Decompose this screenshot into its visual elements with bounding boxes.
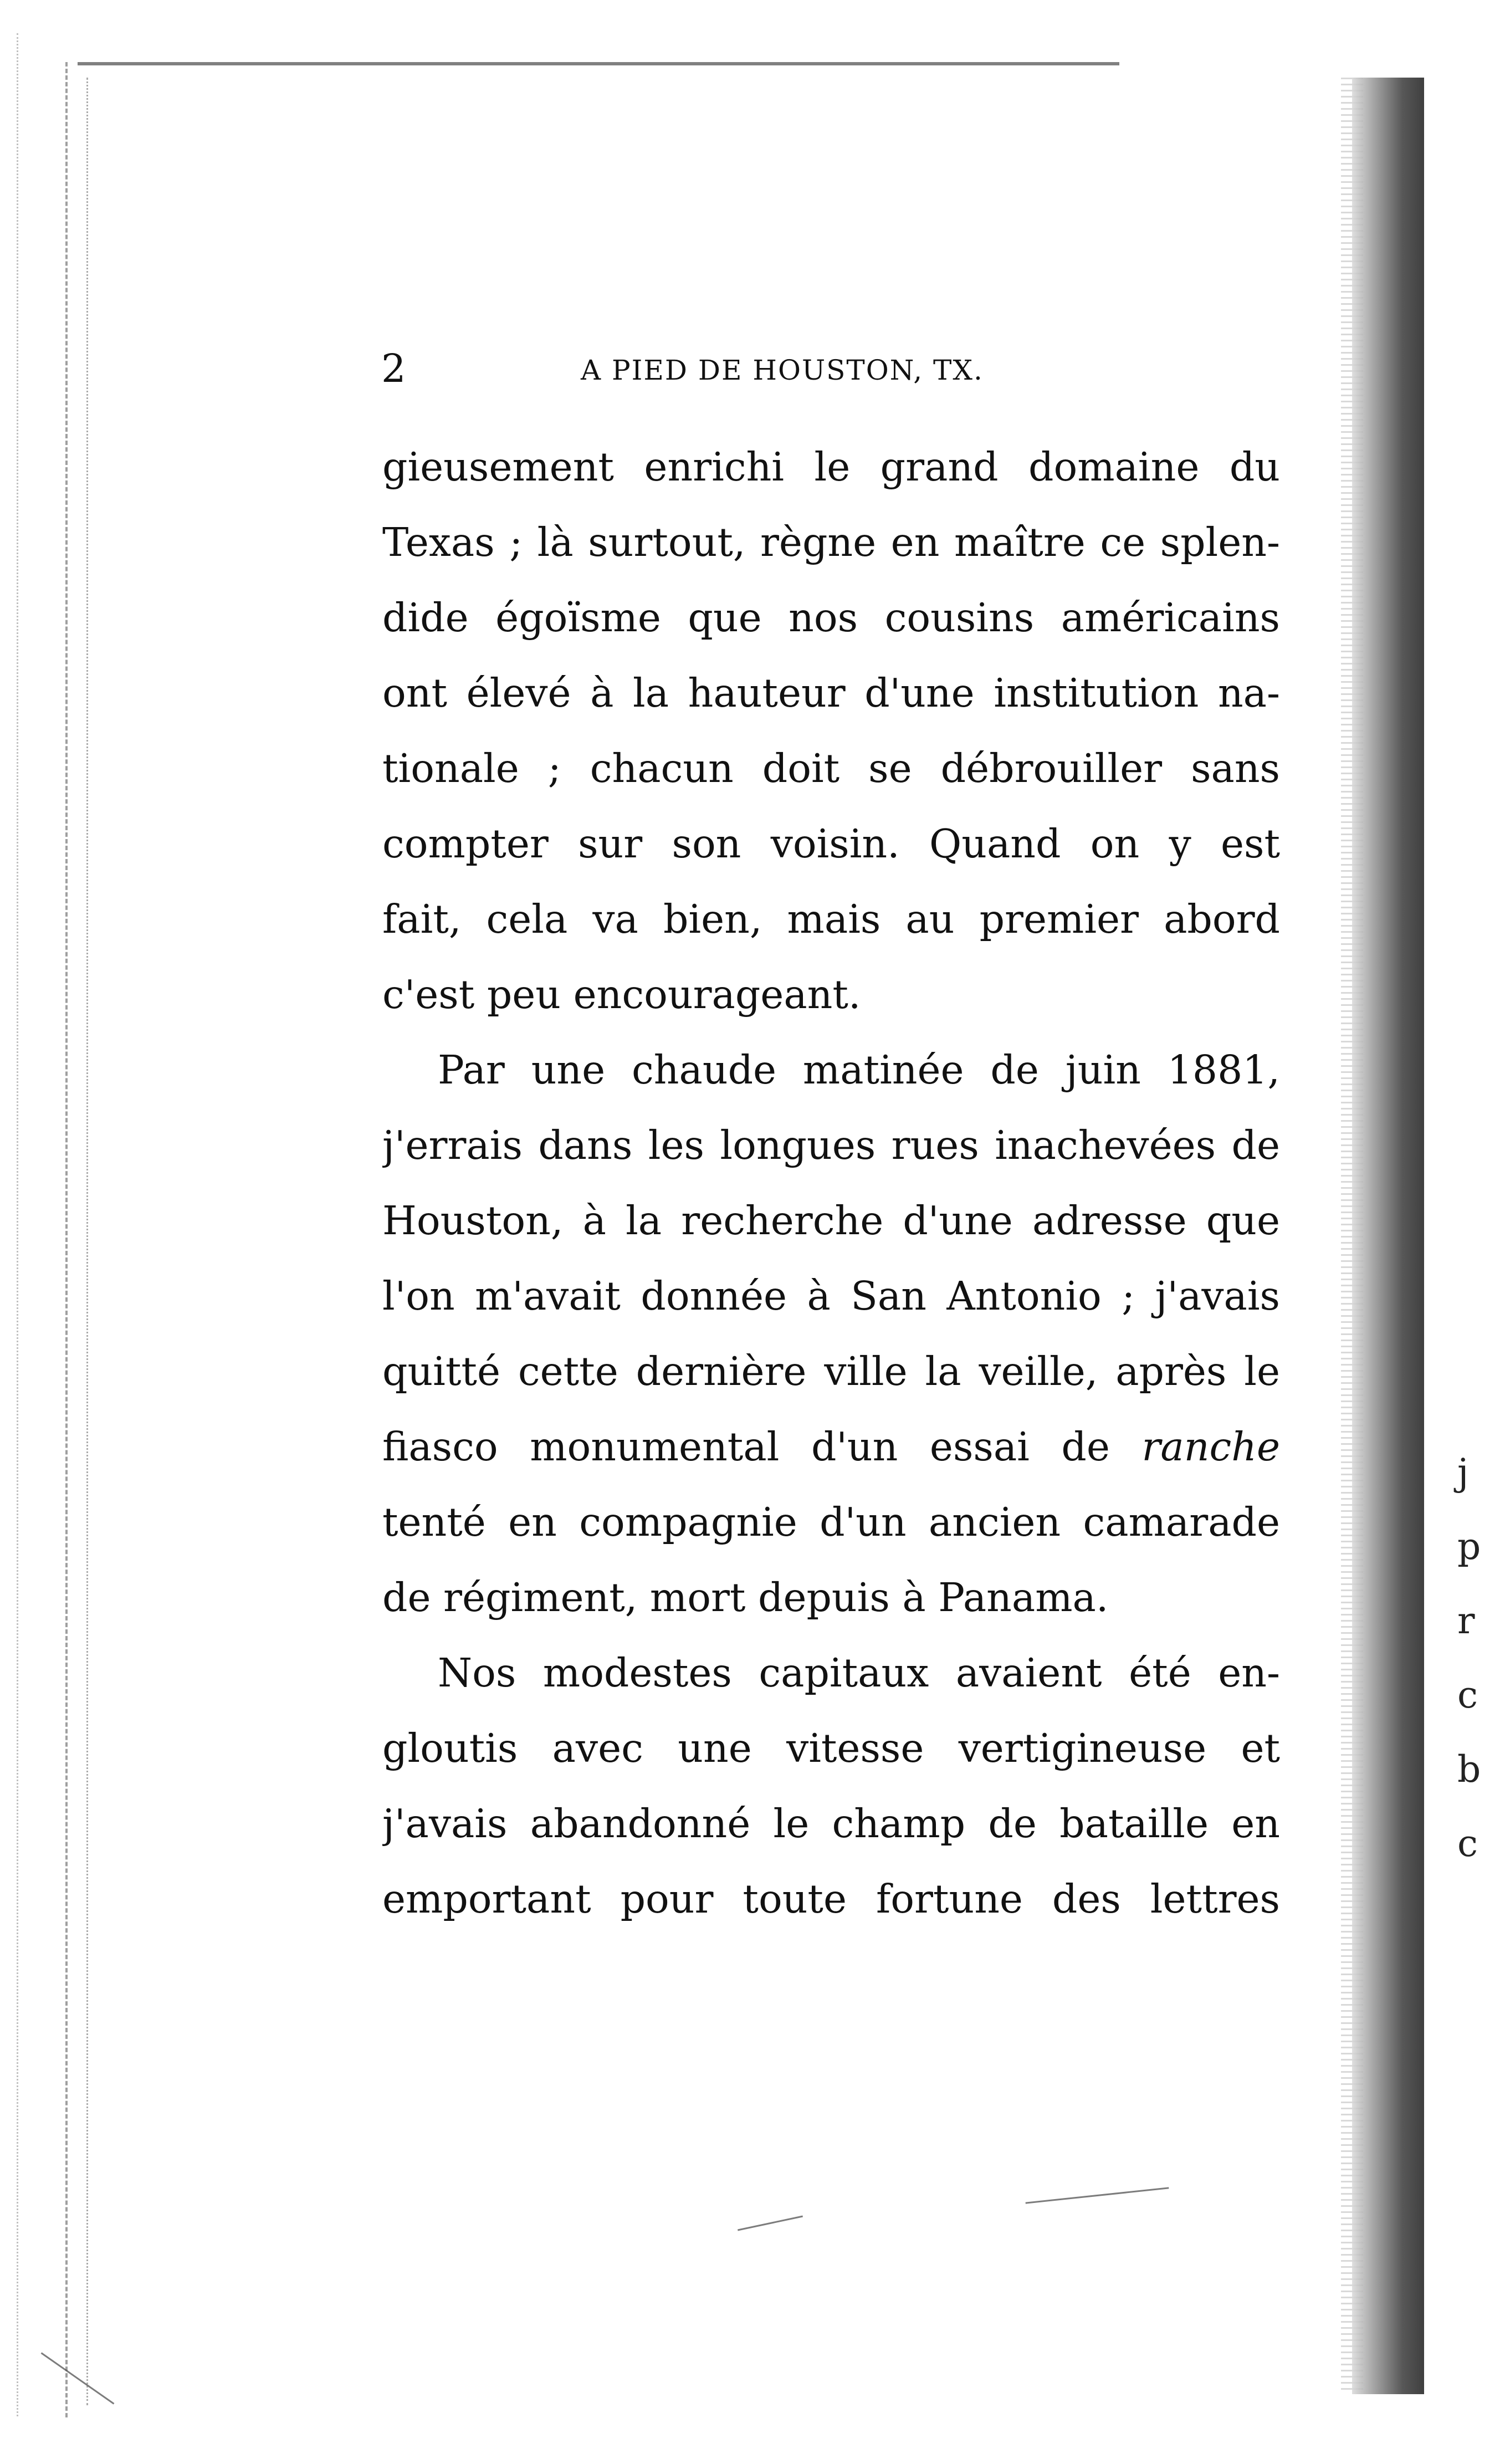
scan-frame-top-line xyxy=(78,62,1119,65)
scan-scribble xyxy=(738,2216,803,2231)
scan-frame-left-dotted-line xyxy=(86,78,88,2405)
italic-word: ranche xyxy=(1141,1424,1280,1470)
scan-scribble xyxy=(1026,2187,1169,2204)
body-text xyxy=(382,430,1280,1937)
text-line: j'errais dans les longues rues inachevées de xyxy=(382,1122,1280,1168)
text-line: Nos modestes capitaux avaient été en- xyxy=(438,1650,1280,1696)
text-line: Texas ; là surtout, règne en maître ce splen- xyxy=(382,519,1280,565)
text-line: Houston, à la recherche d'une adresse que xyxy=(382,1198,1280,1244)
text-line: compter sur son voisin. Quand on y est xyxy=(382,821,1280,867)
running-head: A PIED DE HOUSTON, TX. xyxy=(581,354,984,386)
text-fragment: fiasco monumental d'un essai de xyxy=(382,1424,1110,1470)
text-line: ont élevé à la hauteur d'une institution na- xyxy=(382,670,1280,716)
text-line: quitté cette dernière ville la veille, après le xyxy=(382,1348,1280,1394)
text-line-with-italic xyxy=(382,1409,1280,1485)
scan-frame-edge-line xyxy=(17,33,18,2416)
facing-page-letter: b xyxy=(1457,1748,1481,1791)
facing-page-letter: r xyxy=(1457,1599,1475,1642)
binding-shadow xyxy=(1352,78,1424,2394)
text-line: emportant pour toute fortune des lettres xyxy=(382,1876,1280,1922)
page-number: 2 xyxy=(381,346,406,391)
text-line: tenté en compagnie d'un ancien camarade xyxy=(382,1499,1280,1545)
facing-page-bleed xyxy=(1457,1435,1496,1881)
text-line: gloutis avec une vitesse vertigineuse et xyxy=(382,1725,1280,1771)
facing-page-letter: c xyxy=(1457,1822,1478,1865)
scan-scribble xyxy=(41,2352,115,2404)
page-header xyxy=(381,346,1074,391)
text-line: dide égoïsme que nos cousins américains xyxy=(382,595,1280,641)
facing-page-letter: j xyxy=(1457,1451,1469,1494)
text-line: de régiment, mort depuis à Panama. xyxy=(382,1574,1109,1620)
text-line: gieusement enrichi le grand domaine du xyxy=(382,444,1280,490)
text-line: fait, cela va bien, mais au premier abord xyxy=(382,896,1280,942)
facing-page-letter: c xyxy=(1457,1674,1478,1716)
text-line: Par une chaude matinée de juin 1881, xyxy=(438,1047,1280,1093)
text-line: tionale ; chacun doit se débrouiller sans xyxy=(382,745,1280,791)
scan-frame-left-line xyxy=(65,62,68,2417)
facing-page-letter: p xyxy=(1457,1525,1481,1568)
text-line: j'avais abandonné le champ de bataille en xyxy=(382,1801,1280,1847)
text-line: c'est peu encourageant. xyxy=(382,972,861,1018)
text-line: l'on m'avait donnée à San Antonio ; j'avais xyxy=(382,1273,1280,1319)
